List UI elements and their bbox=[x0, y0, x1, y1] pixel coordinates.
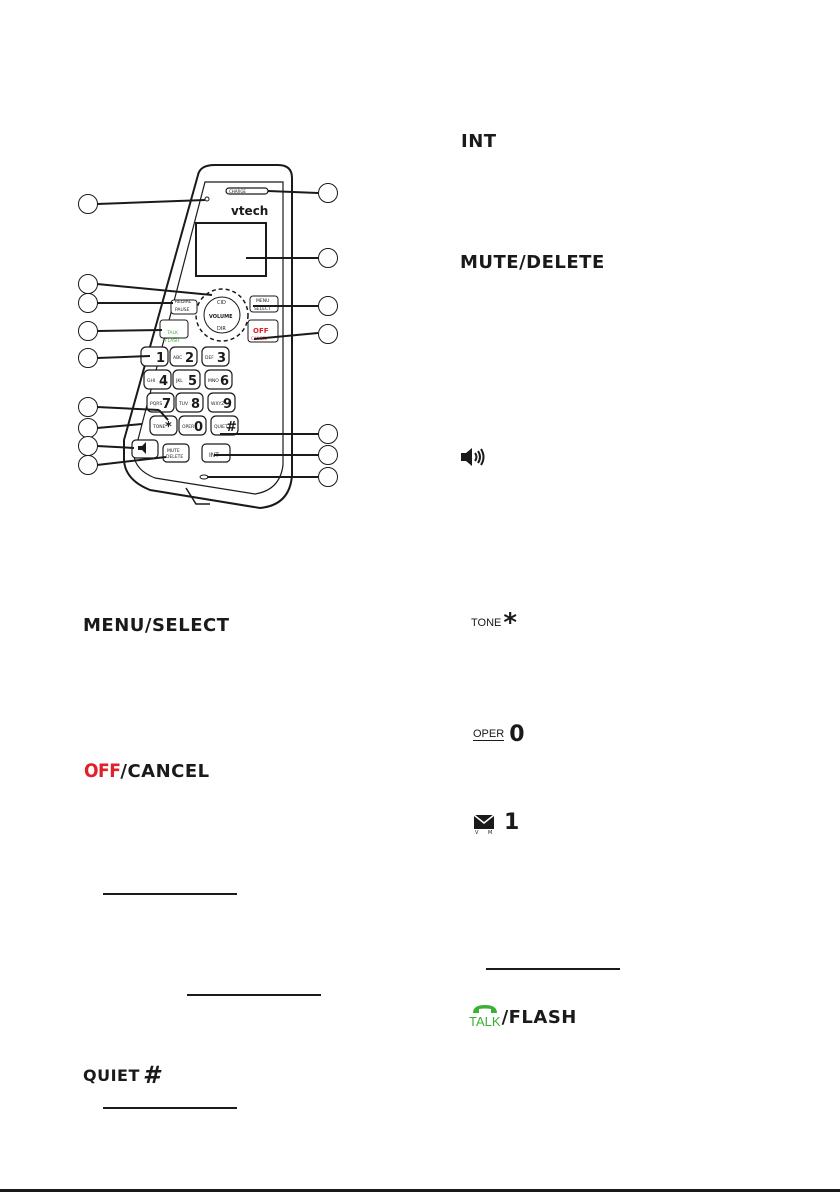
keypad-key-letters: PQRS bbox=[150, 402, 163, 407]
volume-label: VOLUME bbox=[209, 314, 233, 320]
underline-link-right bbox=[486, 968, 620, 970]
mute-key-label: MUTE bbox=[167, 449, 180, 454]
talk-label: TALK bbox=[167, 331, 178, 336]
oper-label bbox=[473, 722, 525, 747]
keypad-key-digit: 3 bbox=[217, 351, 227, 366]
menu-label: MENU bbox=[256, 299, 270, 304]
callout-off-cancel bbox=[318, 324, 338, 344]
pause-label: PAUSE bbox=[175, 308, 190, 313]
callout-ringer-indicator bbox=[78, 194, 98, 214]
oper-text: OPER bbox=[473, 727, 505, 740]
keypad-key-letters: GHI bbox=[147, 379, 156, 384]
nav-down-label: DIR bbox=[217, 326, 226, 332]
callout-microphone bbox=[318, 467, 338, 487]
off-key-label: OFF bbox=[253, 327, 269, 335]
select-label: SELECT bbox=[254, 307, 271, 312]
underline-link-3 bbox=[103, 1107, 237, 1109]
keypad-key-letters: DEF bbox=[205, 356, 214, 361]
mute-delete-heading: MUTE/DELETE bbox=[460, 252, 605, 273]
flash-text: /FLASH bbox=[501, 1007, 577, 1028]
tone-star-symbol: * bbox=[503, 608, 517, 638]
callout-redial-pause bbox=[78, 293, 98, 313]
lcd-screen bbox=[196, 223, 266, 276]
keypad-key[interactable] bbox=[179, 416, 206, 435]
keypad-key[interactable] bbox=[144, 370, 171, 389]
nav-up-label: CID bbox=[217, 300, 226, 306]
callout-menu-select bbox=[318, 296, 338, 316]
microphone bbox=[200, 475, 208, 479]
underline-link-2 bbox=[187, 994, 321, 996]
off-text: OFF bbox=[84, 760, 121, 782]
callout-int-key bbox=[318, 445, 338, 465]
callout-mute-delete bbox=[78, 455, 98, 475]
keypad-key-digit: 2 bbox=[185, 351, 195, 366]
callout-speaker-key bbox=[78, 436, 98, 456]
callout-talk-flash bbox=[78, 321, 98, 341]
keypad-key-digit: 0 bbox=[194, 420, 204, 435]
cancel-text: /CANCEL bbox=[120, 760, 210, 782]
voicemail-digit: 1 bbox=[504, 810, 520, 835]
charge-label: CHARGE bbox=[229, 189, 246, 194]
brand-logo: vtech bbox=[231, 204, 269, 218]
keypad-key[interactable] bbox=[173, 370, 200, 389]
keypad-key[interactable] bbox=[211, 416, 238, 435]
talk-text: TALK bbox=[469, 1014, 501, 1029]
keypad-key[interactable] bbox=[205, 370, 232, 389]
tone-label bbox=[471, 608, 517, 638]
quiet-heading bbox=[83, 1061, 160, 1089]
off-cancel-heading bbox=[84, 760, 210, 782]
int-key-label: INT bbox=[209, 452, 219, 459]
tone-text: TONE bbox=[471, 617, 502, 629]
cancel-key-label: CANCEL bbox=[251, 336, 268, 341]
keypad-key[interactable] bbox=[202, 347, 229, 366]
oper-digit: 0 bbox=[509, 722, 525, 747]
keypad-key[interactable] bbox=[176, 393, 203, 412]
keypad-key-letters: WXYZ bbox=[211, 402, 225, 407]
callout-nav-key bbox=[78, 274, 98, 294]
speaker-icon bbox=[460, 447, 496, 471]
keypad-key-digit: 9 bbox=[223, 397, 233, 412]
keypad-key[interactable] bbox=[170, 347, 197, 366]
svg-text:M: M bbox=[488, 829, 493, 834]
callout-voicemail-key bbox=[78, 348, 98, 368]
keypad-key-letters: JKL bbox=[176, 379, 183, 384]
delete-key-label: DELETE bbox=[166, 455, 184, 460]
keypad-key-digit: 4 bbox=[159, 374, 169, 389]
keypad-key[interactable] bbox=[208, 393, 235, 412]
keypad-key-digit: # bbox=[226, 420, 237, 435]
voicemail-label bbox=[473, 810, 519, 835]
callout-tone-key bbox=[78, 418, 98, 438]
keypad-key-digit: 5 bbox=[188, 374, 198, 389]
flash-label: FLASH bbox=[165, 339, 180, 344]
redial-label: REDIAL bbox=[175, 300, 192, 305]
callout-quiet-key bbox=[318, 424, 338, 444]
keypad-key-letters: QUIET bbox=[214, 425, 228, 430]
underline-link-1 bbox=[103, 893, 237, 895]
callout-oper-key bbox=[78, 397, 98, 417]
int-heading: INT bbox=[461, 131, 497, 152]
keypad-key-digit: 6 bbox=[220, 374, 230, 389]
ringer-indicator bbox=[205, 197, 209, 201]
keypad-key-letters: MNO bbox=[208, 379, 219, 384]
talk-flash-label bbox=[469, 1003, 577, 1028]
envelope-icon bbox=[473, 812, 503, 834]
keypad-key-letters: TONE bbox=[153, 425, 166, 430]
svg-text:V: V bbox=[475, 829, 479, 834]
keypad-key-letters: ABC bbox=[173, 356, 183, 361]
keypad-key-digit: 1 bbox=[156, 351, 166, 366]
keypad-key[interactable] bbox=[150, 416, 177, 435]
keypad-key-letters: TUV bbox=[179, 402, 189, 407]
callout-charge-light bbox=[318, 183, 338, 203]
quiet-text: QUIET bbox=[83, 1065, 140, 1085]
keypad-key-digit: 7 bbox=[162, 397, 172, 412]
callout-screen bbox=[318, 248, 338, 268]
menu-select-heading: MENU/SELECT bbox=[83, 615, 230, 636]
keypad-key-digit: * bbox=[165, 420, 172, 435]
keypad-key-letters: OPER bbox=[182, 425, 195, 430]
keypad-key-digit: 8 bbox=[191, 397, 201, 412]
quiet-symbol: # bbox=[142, 1061, 160, 1089]
